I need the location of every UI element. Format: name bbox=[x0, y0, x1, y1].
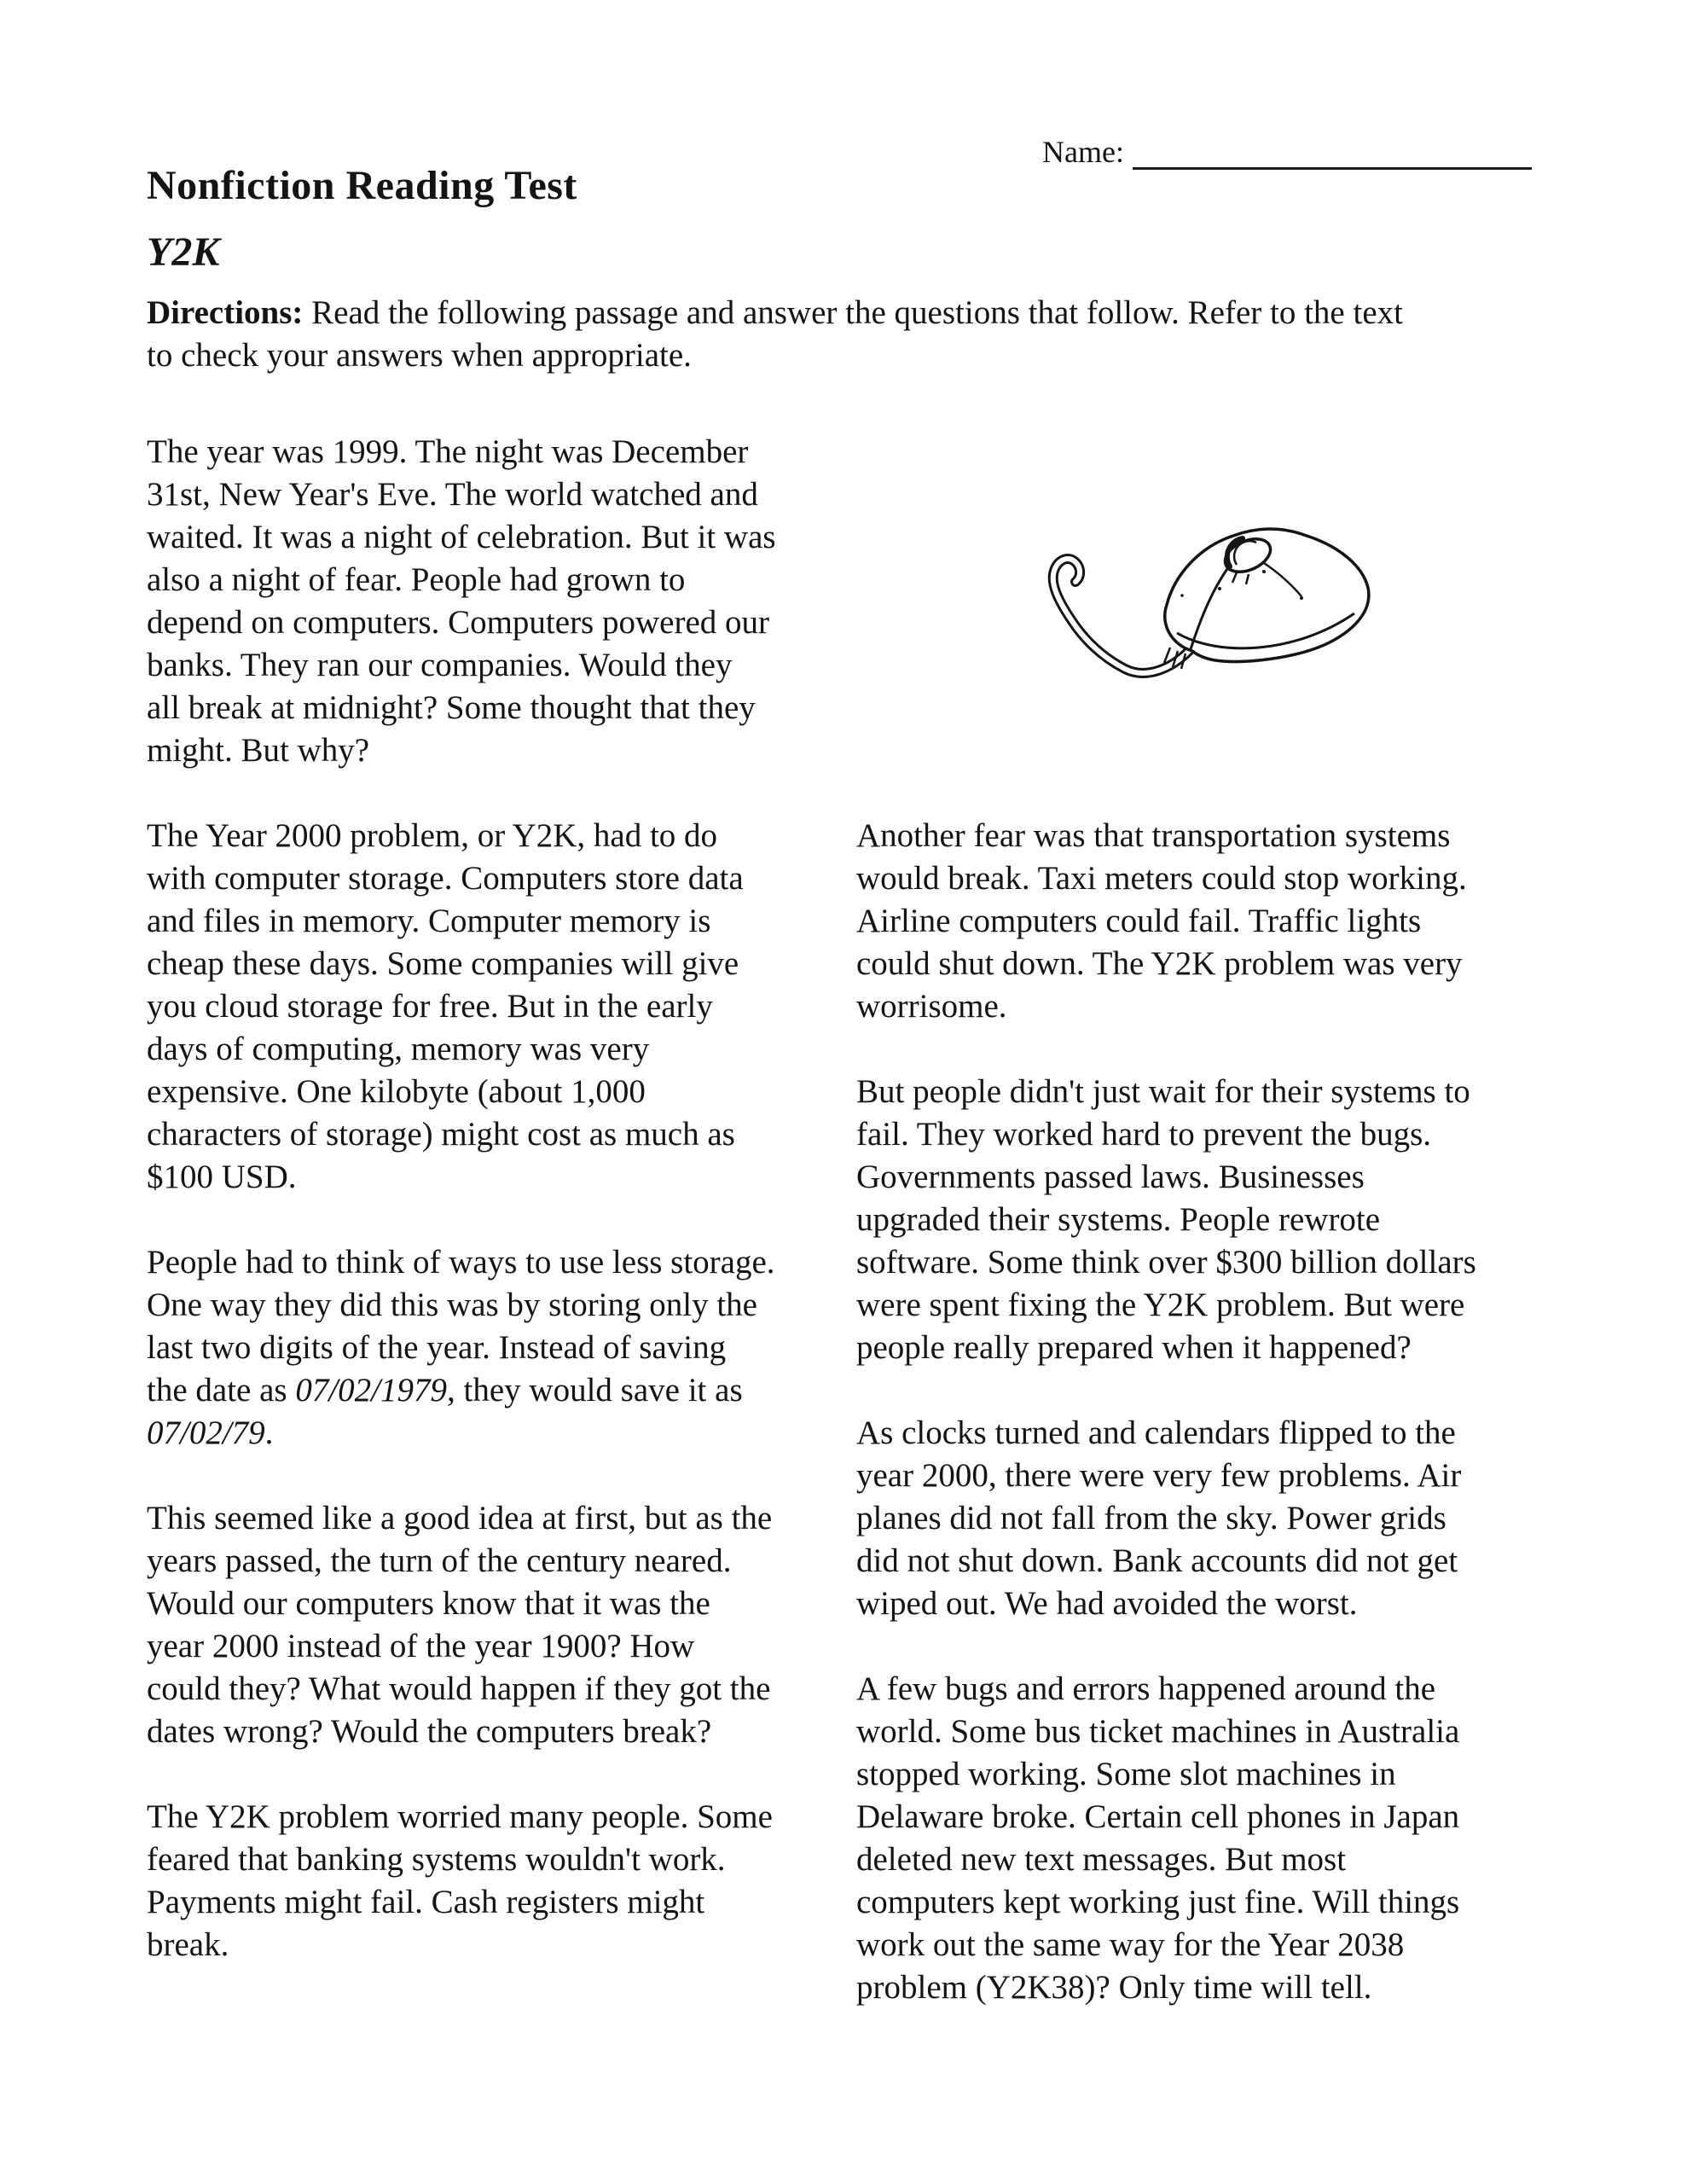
paragraph bbox=[147, 1497, 897, 1753]
paragraph bbox=[856, 1412, 1641, 1625]
text-line: year 2000 instead of the year 1900? How bbox=[147, 1628, 695, 1664]
paragraph bbox=[856, 1071, 1641, 1369]
text-line: depend on computers. Computers powered our bbox=[147, 604, 769, 641]
text-line: worrisome. bbox=[856, 988, 1007, 1025]
text-line: did not shut down. Bank accounts did not get bbox=[856, 1542, 1458, 1579]
paragraph bbox=[147, 431, 897, 772]
text-line: cheap these days. Some companies will give bbox=[147, 945, 739, 982]
text-line: The Year 2000 problem, or Y2K, had to do bbox=[147, 817, 718, 854]
name-field bbox=[1042, 130, 1532, 170]
text-line: The year was 1999. The night was December bbox=[147, 433, 749, 470]
passage-right-column bbox=[856, 815, 1641, 2052]
text-line: could shut down. The Y2K problem was very bbox=[856, 945, 1463, 982]
directions-text bbox=[147, 292, 1403, 377]
computer-mouse-illustration bbox=[964, 486, 1441, 708]
text-line: characters of storage) might cost as much as bbox=[147, 1116, 735, 1153]
text-line: Delaware broke. Certain cell phones in Japan bbox=[856, 1798, 1460, 1835]
text-line: wiped out. We had avoided the worst. bbox=[856, 1585, 1358, 1622]
text-line: people really prepared when it happened? bbox=[856, 1329, 1412, 1366]
page-subtitle: Y2K bbox=[147, 229, 220, 275]
text-line: could they? What would happen if they got the bbox=[147, 1670, 771, 1707]
text-line: year 2000, there were very few problems. Air bbox=[856, 1457, 1462, 1494]
text-line: Directions: Read the following passage and answer the questions that follow. Refer to the text bbox=[147, 294, 1403, 331]
text-line: work out the same way for the Year 2038 bbox=[856, 1926, 1405, 1963]
text-line: break. bbox=[147, 1926, 229, 1963]
text-line: problem (Y2K38)? Only time will tell. bbox=[856, 1969, 1372, 2006]
ink-speck bbox=[1262, 570, 1266, 573]
text-line: the date as 07/02/1979, they would save it as bbox=[147, 1372, 743, 1409]
text-line: software. Some think over $300 billion dollars bbox=[856, 1244, 1476, 1281]
ink-speck bbox=[1180, 594, 1184, 597]
ink-speck bbox=[1218, 587, 1221, 590]
text-line: 31st, New Year's Eve. The world watched and bbox=[147, 476, 758, 513]
paragraph bbox=[856, 815, 1641, 1028]
page-title: Nonfiction Reading Test bbox=[147, 163, 577, 208]
paragraph bbox=[147, 815, 897, 1199]
text-line: 07/02/79. bbox=[147, 1414, 274, 1451]
text-line: to check your answers when appropriate. bbox=[147, 337, 692, 374]
text-line: deleted new text messages. But most bbox=[856, 1841, 1347, 1878]
text-line: waited. It was a night of celebration. But it was bbox=[147, 519, 776, 555]
text-line: dates wrong? Would the computers break? bbox=[147, 1713, 712, 1750]
text-line: expensive. One kilobyte (about 1,000 bbox=[147, 1073, 646, 1110]
text-line: A few bugs and errors happened around the bbox=[856, 1670, 1436, 1707]
text-line: upgraded their systems. People rewrote bbox=[856, 1201, 1381, 1238]
paragraph bbox=[147, 1241, 897, 1455]
text-line: As clocks turned and calendars flipped to the bbox=[856, 1414, 1456, 1451]
text-line: $100 USD. bbox=[147, 1159, 297, 1195]
text-line: might. But why? bbox=[147, 732, 370, 769]
text-line: Another fear was that transportation systems bbox=[856, 817, 1451, 854]
paragraph bbox=[856, 1668, 1641, 2009]
text-line: days of computing, memory was very bbox=[147, 1031, 650, 1067]
text-line: Airline computers could fail. Traffic lights bbox=[856, 903, 1422, 939]
text-line: last two digits of the year. Instead of saving bbox=[147, 1329, 727, 1366]
name-label: Name: bbox=[1042, 135, 1124, 169]
text-line: computers kept working just fine. Will things bbox=[856, 1884, 1460, 1920]
text-line: One way they did this was by storing only the bbox=[147, 1287, 757, 1323]
text-line: years passed, the turn of the century neared. bbox=[147, 1542, 732, 1579]
text-line: Would our computers know that it was the bbox=[147, 1585, 710, 1622]
text-line: with computer storage. Computers store data bbox=[147, 860, 744, 897]
name-blank-line bbox=[1133, 130, 1532, 170]
text-line: People had to think of ways to use less storage. bbox=[147, 1244, 775, 1281]
text-line: also a night of fear. People had grown to bbox=[147, 561, 686, 598]
text-line: But people didn't just wait for their systems to bbox=[856, 1073, 1470, 1110]
text-line: planes did not fall from the sky. Power grids bbox=[856, 1500, 1446, 1536]
text-line: The Y2K problem worried many people. Some bbox=[147, 1798, 773, 1835]
text-line: banks. They ran our companies. Would they bbox=[147, 647, 733, 683]
text-line: and files in memory. Computer memory is bbox=[147, 903, 711, 939]
text-line: Governments passed laws. Businesses bbox=[856, 1159, 1365, 1195]
text-line: fail. They worked hard to prevent the bugs. bbox=[856, 1116, 1432, 1153]
text-line: stopped working. Some slot machines in bbox=[856, 1756, 1396, 1792]
ink-speck bbox=[1300, 596, 1303, 600]
text-line: all break at midnight? Some thought that they bbox=[147, 689, 756, 726]
text-line: you cloud storage for free. But in the early bbox=[147, 988, 713, 1025]
text-line: feared that banking systems wouldn't work. bbox=[147, 1841, 726, 1878]
text-line: would break. Taxi meters could stop working. bbox=[856, 860, 1467, 897]
text-line: world. Some bus ticket machines in Australia bbox=[856, 1713, 1460, 1750]
text-line: were spent fixing the Y2K problem. But were bbox=[856, 1287, 1465, 1323]
text-line: This seemed like a good idea at first, but as the bbox=[147, 1500, 773, 1536]
paragraph bbox=[147, 1796, 897, 1966]
text-line: Payments might fail. Cash registers might bbox=[147, 1884, 705, 1920]
passage-left-column bbox=[147, 431, 897, 2009]
